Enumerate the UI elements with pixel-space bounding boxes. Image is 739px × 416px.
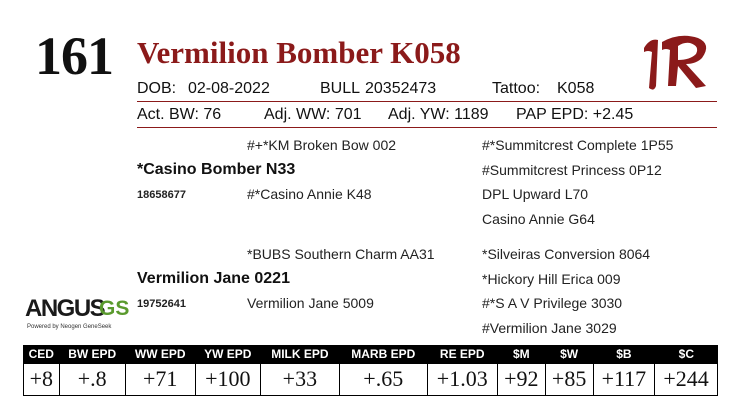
pap-epd: PAP EPD: +2.45 [516,106,634,123]
divider-1 [137,101,717,102]
epd-value: +.8 [59,363,125,395]
dam-sire: *BUBS Southern Charm AA31 [247,246,435,262]
epd-header: BW EPD [59,345,125,363]
sire-registration: 18658677 [137,189,186,201]
epd-header-row [24,345,718,363]
dam-sire-sire: *Silveiras Conversion 8064 [482,246,651,262]
dam: Vermilion Jane 0221 [137,270,290,287]
dam-registration: 19752641 [137,298,186,310]
epd-value: +85 [545,363,593,395]
epd-value: +92 [497,363,545,395]
sire-dam: #*Casino Annie K48 [247,186,372,202]
registration-number: 20352473 [365,80,437,97]
sire-sire: #+*KM Broken Bow 002 [247,137,397,153]
epd-value: +1.03 [427,363,497,395]
epd-header: $W [545,345,593,363]
angus-logo-text: ANGUS [25,295,105,322]
logo-tagline: Powered by Neogen GeneSeek [27,324,112,330]
epd-header: MARB EPD [339,345,427,363]
sex-label: BULL [320,80,361,97]
epd-value-row [24,363,718,395]
vermilion-brand-logo [640,30,720,92]
sire-dam-dam: Casino Annie G64 [482,211,595,227]
epd-header: RE EPD [427,345,497,363]
epd-value: +.65 [339,363,427,395]
epd-header: WW EPD [125,345,195,363]
animal-name: Vermilion Bomber K058 [137,35,461,70]
epd-value: +33 [260,363,339,395]
dam-dam-sire: #*S A V Privilege 3030 [482,295,623,311]
tattoo-label: Tattoo: [492,80,541,97]
epd-header: CED [24,345,60,363]
epd-table [23,345,718,396]
sire-sire-dam: #Summitcrest Princess 0P12 [482,162,662,178]
dob-label: DOB: [137,80,177,97]
lot-number: 161 [35,26,113,86]
epd-value: +71 [125,363,195,395]
angus-gs-logo [25,295,130,336]
epd-header: YW EPD [195,345,260,363]
sire-sire-sire: #*Summitcrest Complete 1P55 [482,137,674,153]
epd-value: +100 [195,363,260,395]
adjusted-yearling-weight: Adj. YW: 1189 [388,106,489,123]
tattoo-value: K058 [557,80,595,97]
sire-dam-sire: DPL Upward L70 [482,186,589,202]
gs-logo-text: GS [99,297,130,320]
epd-value: +244 [655,363,718,395]
epd-header: $C [655,345,718,363]
sire: *Casino Bomber N33 [137,161,296,178]
epd-header: $B [593,345,655,363]
dam-sire-dam: *Hickory Hill Erica 009 [482,271,621,287]
actual-birth-weight: Act. BW: 76 [137,106,222,123]
dam-dam-dam: #Vermilion Jane 3029 [482,320,617,336]
dam-dam: Vermilion Jane 5009 [247,295,374,311]
divider-2 [137,127,717,128]
epd-header: $M [497,345,545,363]
epd-value: +117 [593,363,655,395]
adjusted-weaning-weight: Adj. WW: 701 [264,106,362,123]
dob-value: 02-08-2022 [188,80,270,97]
epd-header: MILK EPD [260,345,339,363]
epd-value: +8 [24,363,60,395]
